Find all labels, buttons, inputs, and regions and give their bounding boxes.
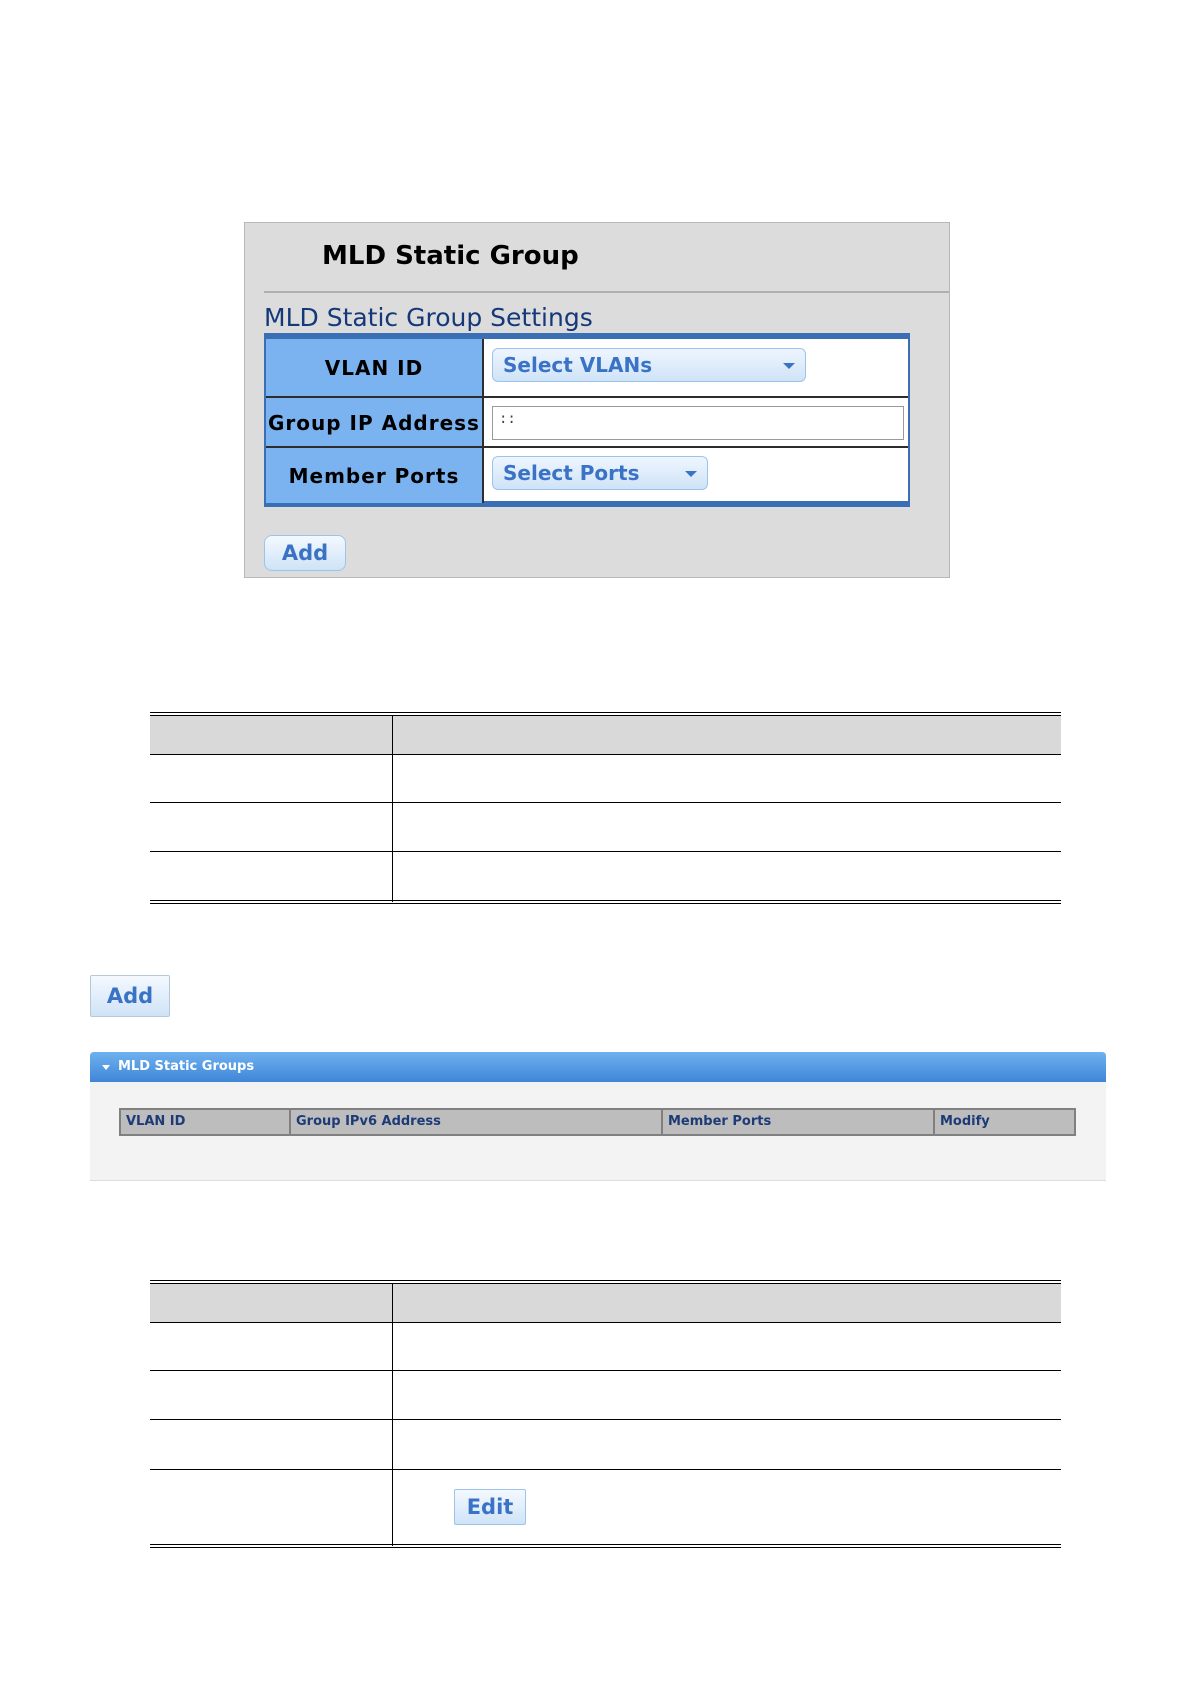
select-vlans-label: Select VLANs <box>503 353 653 377</box>
panel-title: MLD Static Group <box>322 241 579 271</box>
mld-static-group-panel <box>244 222 950 578</box>
chevron-down-icon <box>783 363 795 369</box>
column-divider <box>392 1284 393 1546</box>
group-ip-address-label: Group IP Address <box>266 398 484 448</box>
settings-table <box>264 333 910 507</box>
group-ip-address-input[interactable]: :: <box>492 406 904 440</box>
groups-table-header <box>119 1108 1076 1136</box>
vlan-id-cell <box>484 339 908 396</box>
edit-button[interactable]: Edit <box>454 1489 526 1525</box>
groups-panel-title: MLD Static Groups <box>118 1059 255 1074</box>
mld-static-groups-panel <box>90 1052 1106 1181</box>
settings-row-member-ports <box>266 446 908 503</box>
column-header-modify: Modify <box>940 1114 990 1129</box>
add-button[interactable]: Add <box>264 535 346 571</box>
collapse-triangle-icon <box>102 1065 110 1070</box>
group-ip-cell <box>484 398 908 448</box>
table-row-divider <box>150 1419 1061 1420</box>
description-table-1 <box>150 712 1061 906</box>
table-header-row <box>150 716 1061 755</box>
chevron-down-icon <box>685 471 697 477</box>
settings-row-group-ip <box>266 396 908 448</box>
column-header-member-ports: Member Ports <box>663 1110 935 1134</box>
member-ports-label: Member Ports <box>266 448 484 503</box>
column-header-group-ipv6-address: Group IPv6 Address <box>291 1110 663 1134</box>
table-row-divider <box>150 1469 1061 1470</box>
column-header-vlan-id: VLAN ID <box>121 1110 291 1134</box>
table-row-divider <box>150 802 1061 803</box>
add-button[interactable]: Add <box>90 975 170 1017</box>
select-vlans-dropdown[interactable] <box>492 348 806 382</box>
member-ports-cell <box>484 448 908 503</box>
column-divider <box>392 716 393 902</box>
groups-panel-header[interactable] <box>90 1052 1106 1082</box>
table-row-divider <box>150 1370 1061 1371</box>
vlan-id-label: VLAN ID <box>266 339 484 396</box>
select-ports-label: Select Ports <box>503 461 640 485</box>
settings-row-vlan-id <box>266 339 908 396</box>
settings-subtitle: MLD Static Group Settings <box>264 303 593 332</box>
table-row-divider <box>150 851 1061 852</box>
table-bottom-rule <box>150 900 1061 904</box>
table-header-row <box>150 1284 1061 1323</box>
panel-divider <box>264 291 949 293</box>
description-table-2 <box>150 1280 1061 1550</box>
select-ports-dropdown[interactable] <box>492 456 708 490</box>
table-bottom-rule <box>150 1544 1061 1548</box>
